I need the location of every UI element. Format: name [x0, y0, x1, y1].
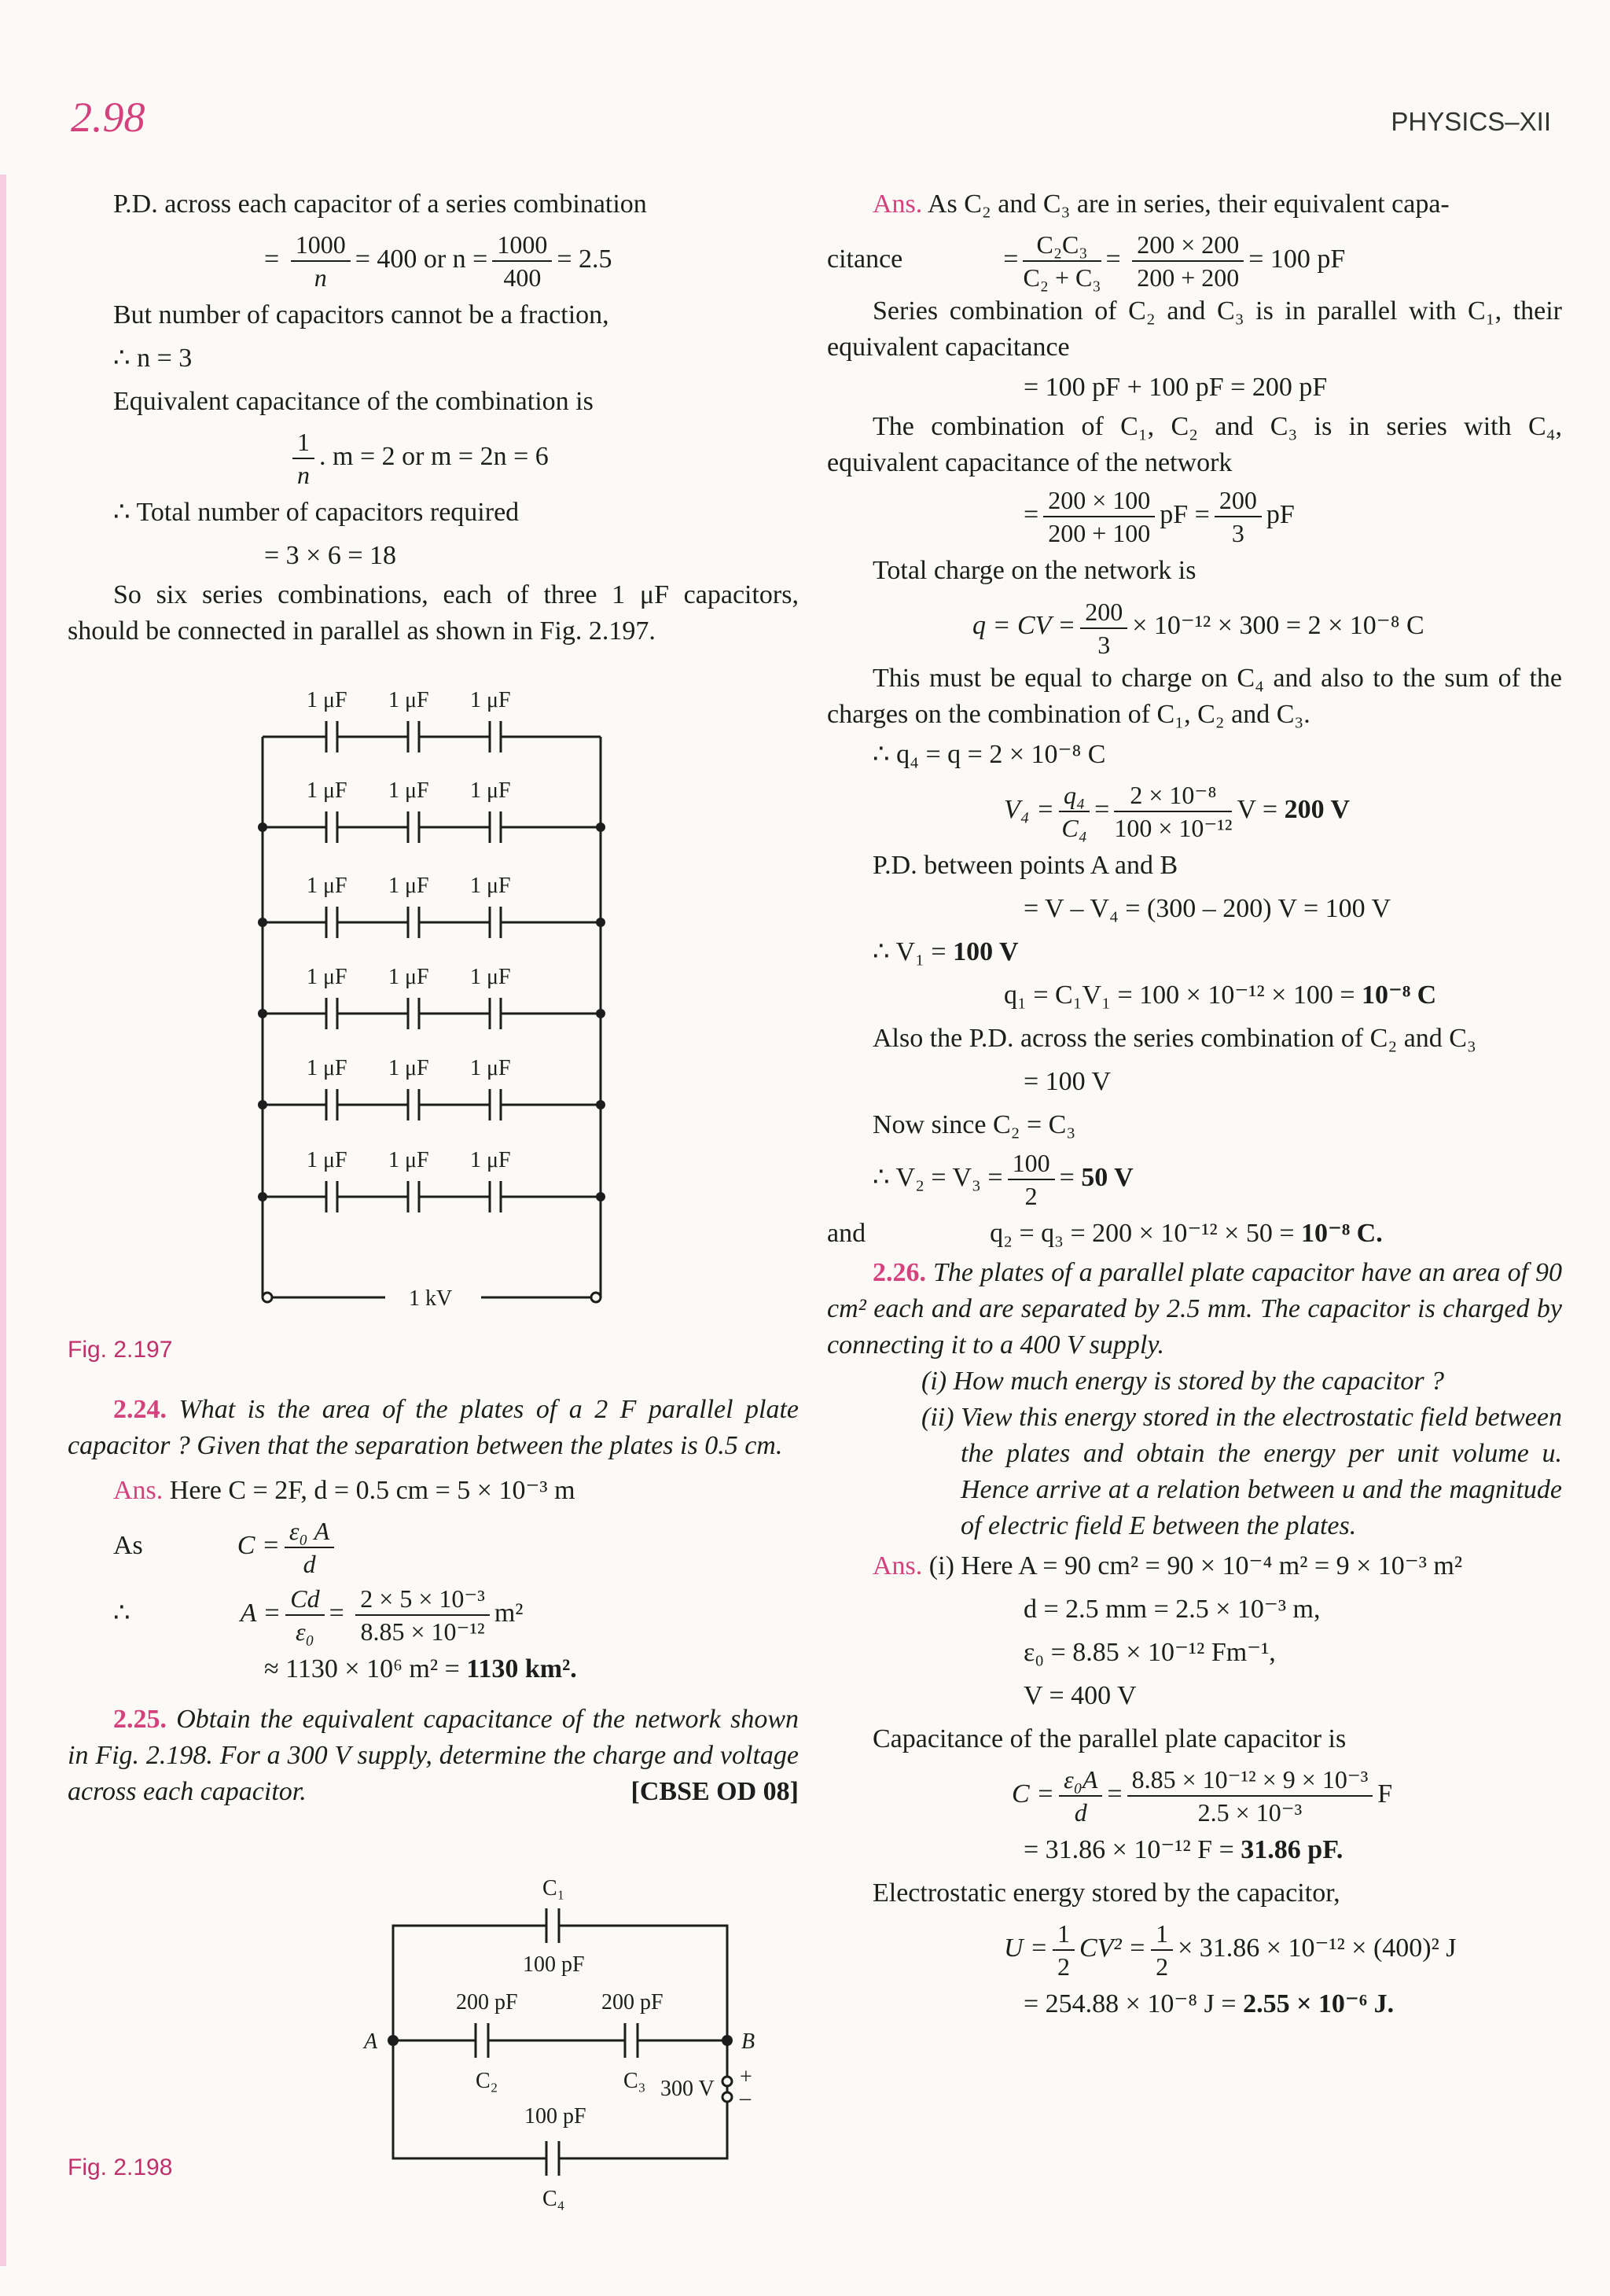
equation: As C = $\frac{\text{ε₀ A}}{d}$ — [68, 1512, 799, 1580]
answer-line: Ans. Here C = 2F, d = 0.5 cm = 5 × 10⁻³ m — [113, 1476, 575, 1505]
point-a-label: A — [364, 2029, 378, 2054]
c4-label: C₄ — [542, 2187, 565, 2211]
equation: ∴ A = $\frac{Cd}{\text{ε₀}}$ = $\frac{\text{2 × 5 × 10⁻³}}{\text{8.85 × 10⁻¹²}}$ m² — [113, 1584, 524, 1647]
equation: = V – V₄ = (300 – 200) V = 100 V — [1024, 893, 1391, 923]
equation: = 100 V — [1024, 1066, 1112, 1096]
equation: = 100 pF + 100 pF = 200 pF — [1024, 373, 1328, 403]
capacitor-label: 1 μF — [388, 874, 429, 898]
left-column — [68, 182, 799, 649]
text-line: P.D. across each capacitor of a series combination — [113, 189, 647, 219]
equation: d = 2.5 mm = 2.5 × 10⁻³ m, — [1024, 1595, 1321, 1624]
figure-2-197 — [244, 683, 613, 1312]
capacitor-label: 1 μF — [388, 965, 429, 989]
minus-sign: – — [740, 2086, 751, 2110]
capacitor-label: 1 μF — [470, 1148, 511, 1172]
text-line: Also the P.D. across the series combination of C₂ and C₃ — [873, 1023, 1476, 1053]
page-number: 2.98 — [71, 94, 145, 141]
question-text: 2.25. Obtain the equivalent capacitance of the network shown in Fig. 2.198. For a 300 V supply, determine the charge and voltage across each capacitor. [CBSE OD 08] — [68, 1705, 799, 1807]
point-b-label: B — [741, 2029, 755, 2054]
capacitor-label: 1 μF — [470, 688, 511, 712]
sub-question: (ii) View this energy stored in the electrostatic field between the plates and obtain the energy per unit volume u. Hence arrive at a relation between u and the magnitude of electric field E between the plates. — [921, 1403, 1562, 1541]
equation: ∴ n = 3 — [113, 344, 193, 373]
paragraph: So six series combinations, each of three 1 μF capacitors, should be connected in parallel as shown in Fig. 2.197. — [68, 580, 799, 646]
paragraph: Series combination of C₂ and C₃ is in parallel with C₁, their equivalent capacitance — [827, 296, 1562, 362]
text-line: ∴ Total number of capacitors required — [113, 498, 520, 528]
capacitor-label: 1 μF — [470, 874, 511, 898]
answer-line: Ans. As C₂ and C₃ are in series, their equivalent capa- — [873, 189, 1450, 219]
paragraph: The combination of C₁, C₂ and C₃ is in series with C₄, equivalent capacitance of the network — [827, 412, 1562, 478]
capacitor-label: 1 μF — [307, 688, 347, 712]
answer-line: Ans. (i) Here A = 90 cm² = 90 × 10⁻⁴ m² = 9 × 10⁻³ m² — [873, 1551, 1463, 1581]
equation: q = CV = $\frac{200}{3}$ × 10⁻¹² × 300 = 2 × 10⁻⁸ C — [972, 597, 1424, 659]
equation: = $\frac{1000}{n}$ = 400 or n = $\frac{1000}{400}$ = 2.5 — [264, 230, 612, 293]
question-text: 2.24. What is the area of the plates of a 2 F parallel plate capacitor ? Given that the separation between the plates is 0.5 cm. — [68, 1395, 799, 1460]
equation: ∴ V₂ = V₃ = $\frac{100}{2}$ = 50 V — [873, 1149, 1134, 1211]
equation: ∴ q₄ = q = 2 × 10⁻⁸ C — [873, 739, 1106, 769]
equation: = $\frac{200 \times 100}{200 + 100}$ pF = $\frac{200}{3}$ pF — [1024, 486, 1295, 548]
equation: ε₀ = 8.85 × 10⁻¹² Fm⁻¹, — [1024, 1638, 1276, 1668]
capacitor-label: 1 μF — [307, 965, 347, 989]
equation: $\frac{1}{n}$ . m = 2 or m = 2n = 6 — [68, 423, 799, 491]
equation: ≈ 1130 × 10⁶ m² = 1130 km². — [264, 1654, 577, 1684]
sub-question: (i) How much energy is stored by the capacitor ? — [921, 1367, 1445, 1396]
c3-value: 200 pF — [601, 1990, 663, 2015]
equation: Now since C₂ = C₃ — [873, 1109, 1076, 1139]
c4-value: 100 pF — [524, 2104, 586, 2129]
c1-label: C₁ — [542, 1876, 565, 1900]
text-line: Capacitance of the parallel plate capacitor is — [873, 1724, 1347, 1754]
question-text: 2.26. The plates of a parallel plate capacitor have an area of 90 cm² each and are separated by 2.5 mm. The capacitor is charged by connecting it to a 400 V supply. — [827, 1258, 1562, 1360]
capacitor-label: 1 μF — [388, 1056, 429, 1080]
capacitor-label: 1 μF — [470, 1056, 511, 1080]
text-line: P.D. between points A and B — [873, 850, 1178, 880]
book-title: PHYSICS–XII — [1391, 107, 1551, 136]
supply-voltage-label: 1 kV — [409, 1286, 453, 1311]
equation: U = $\frac{1}{2}$ CV² = $\frac{1}{2}$ × 31.86 × 10⁻¹² × (400)² J — [1004, 1919, 1457, 1981]
right-column — [827, 182, 1562, 2026]
equation: citance = $\frac{\text{C₂C₃}}{\text{C₂ + C₃}}$ = $\frac{200 \times 200}{200 + 200}$ = 100 pF — [827, 230, 1346, 293]
equation: ∴ V₁ = 100 V — [873, 936, 1019, 966]
text-line: But number of capacitors cannot be a fraction, — [113, 300, 609, 330]
equation: C = $\frac{\text{ε₀A}}{d}$ = $\frac{\text{8.85 × 10⁻¹² × 9 × 10⁻³}}{\text{2.5 × 10⁻³}}$ F — [1012, 1765, 1393, 1827]
text-line: Equivalent capacitance of the combination is — [113, 387, 594, 417]
paragraph: This must be equal to charge on C₄ and also to the sum of the charges on the combination of C₁, C₂ and C₃. — [827, 663, 1562, 729]
equation: V₄ = $\frac{\text{q₄}}{\text{C₄}}$ = $\frac{\text{2 × 10⁻⁸}}{\text{100 × 10⁻¹²}}$ V = 200 V — [1004, 780, 1351, 842]
plus-sign: + — [740, 2065, 752, 2089]
capacitor-label: 1 μF — [307, 1148, 347, 1172]
capacitor-label: 1 μF — [307, 778, 347, 803]
capacitor-label: 1 μF — [388, 688, 429, 712]
supply-voltage-label: 300 V — [660, 2077, 715, 2101]
c1-value: 100 pF — [523, 1952, 585, 1977]
capacitor-label: 1 μF — [307, 1056, 347, 1080]
figure-caption: Fig. 2.198 — [68, 2154, 173, 2180]
c2-label: C₂ — [476, 2069, 498, 2093]
figure-caption: Fig. 2.197 — [68, 1337, 173, 1363]
equation: V = 400 V — [1024, 1681, 1137, 1711]
equation: q₁ = C₁V₁ = 100 × 10⁻¹² × 100 = 10⁻⁸ C — [1004, 980, 1437, 1010]
question-2-24 — [68, 1392, 799, 1810]
equation: = 3 × 6 = 18 — [264, 541, 397, 571]
margin-bar — [0, 175, 6, 2266]
figure-2-198 — [358, 1867, 774, 2229]
equation: = 254.88 × 10⁻⁸ J = 2.55 × 10⁻⁶ J. — [1024, 1989, 1395, 2019]
equation: and q₂ = q₃ = 200 × 10⁻¹² × 50 = 10⁻⁸ C. — [827, 1219, 1383, 1249]
capacitor-label: 1 μF — [388, 778, 429, 803]
capacitor-label: 1 μF — [470, 965, 511, 989]
capacitor-label: 1 μF — [307, 874, 347, 898]
text-line: Total charge on the network is — [873, 556, 1196, 586]
equation: = 31.86 × 10⁻¹² F = 31.86 pF. — [1024, 1835, 1344, 1865]
capacitor-label: 1 μF — [388, 1148, 429, 1172]
c3-label: C₃ — [623, 2069, 646, 2093]
c2-value: 200 pF — [456, 1990, 518, 2015]
text-line: Electrostatic energy stored by the capacitor, — [873, 1878, 1340, 1908]
capacitor-label: 1 μF — [470, 778, 511, 803]
